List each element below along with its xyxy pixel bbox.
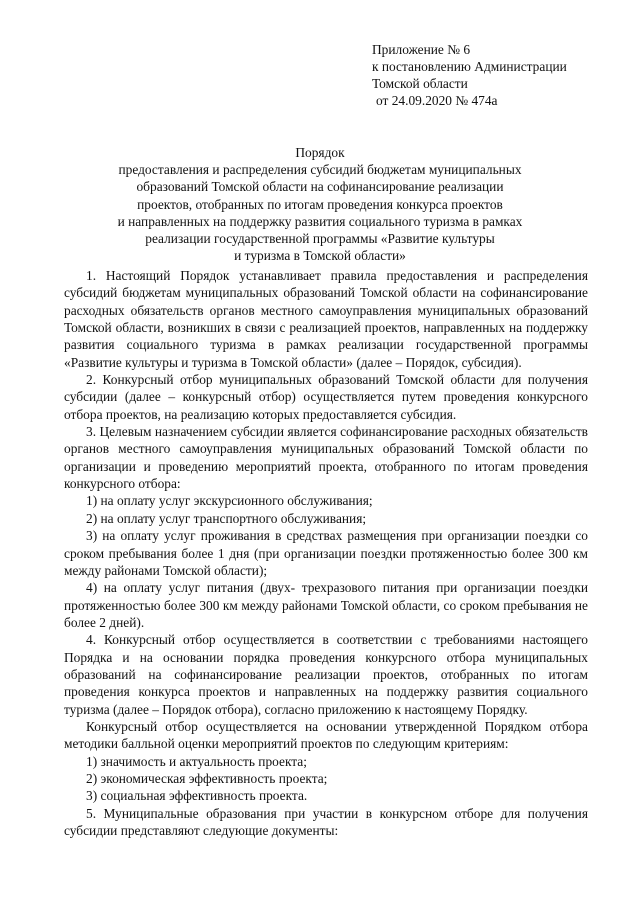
document-body (64, 267, 588, 839)
paragraph-3: 3. Целевым назначением субсидии является софинансирование расходных обязательств органов местного самоуправления муниципальных образований Томской области по организации и проведению мероприятий проекта, отобранного по итогам проведения конкурсного отбора: (64, 424, 588, 492)
document-title (96, 144, 544, 264)
paragraph-5: 5. Муниципальные образования при участии в конкурсном отборе для получения субсидии представляют следующие документы: (64, 805, 588, 838)
paragraph-4-continued: Конкурсный отбор осуществляется на основании утвержденной Порядком отбора методики балльной оценки мероприятий проектов по следующим критериям: (64, 718, 588, 752)
appendix-line: к постановлению Администрации (372, 59, 567, 74)
appendix-line: Томской области (372, 76, 468, 91)
title-line: реализации государственной программы «Развитие культуры (145, 231, 495, 247)
paragraph-4: 4. Конкурсный отбор осуществляется в соответствии с требованиями настоящего Порядка и на основании порядка проведения конкурсного отбора муниципальных образований на софинансирование реализации проектов, отобранных по итогам проведения конкурса проектов и направленных на поддержку развития социального туризма (далее – Порядок отбора), согласно приложению к настоящему Порядку. (64, 632, 588, 717)
title-line: и туризма в Томской области» (234, 248, 406, 264)
title-line: проектов, отобранных по итогам проведения конкурса проектов (137, 196, 503, 212)
title-line: образований Томской области на софинансирование реализации (136, 179, 504, 195)
appendix-header (372, 41, 622, 109)
list-item: 3) на оплату услуг проживания в средствах размещения при организации поездки со сроком пребывания более 1 дня (при организации поездки протяженностью более 300 км между районами Томской области); (64, 528, 588, 578)
appendix-line: Приложение № 6 (372, 42, 471, 57)
title-line: предоставления и распределения субсидий бюджетам муниципальных (118, 162, 522, 178)
list-item: 2) на оплату услуг транспортного обслуживания; (86, 510, 367, 526)
paragraph-1: 1. Настоящий Порядок устанавливает правила предоставления и распределения субсидий бюджетам муниципальных образований Томской области на софинансирование расходных обязательств органов местного самоуправления муниципальных образований Томской области, возникших в связи с реализацией проектов, направленных на поддержку развития социального туризма в рамках реализации государственной программы «Развитие культуры и туризма в Томской области» (далее – Порядок, субсидия). (64, 268, 588, 370)
list-item: 4) на оплату услуг питания (двух- трехразового питания при организации поездки протяженностью более 300 км между районами Томской области, со сроком пребывания не более 2 дней). (64, 580, 588, 630)
title-line: и направленных на поддержку развития социального туризма в рамках (117, 213, 523, 229)
list-item: 3) социальная эффективность проекта. (86, 788, 308, 804)
list-item: 1) на оплату услуг экскурсионного обслуживания; (86, 493, 373, 509)
list-item: 1) значимость и актуальность проекта; (86, 753, 307, 769)
paragraph-2: 2. Конкурсный отбор муниципальных образований Томской области для получения субсидии (далее – конкурсный отбор) осуществляется путем проведения конкурсного отбора проектов, на реализацию которых предоставляется субсидия. (64, 372, 588, 422)
title-line: Порядок (295, 145, 345, 160)
appendix-date-line: от 24.09.2020 № 474а (376, 93, 498, 108)
list-item: 2) экономическая эффективность проекта; (86, 770, 328, 786)
